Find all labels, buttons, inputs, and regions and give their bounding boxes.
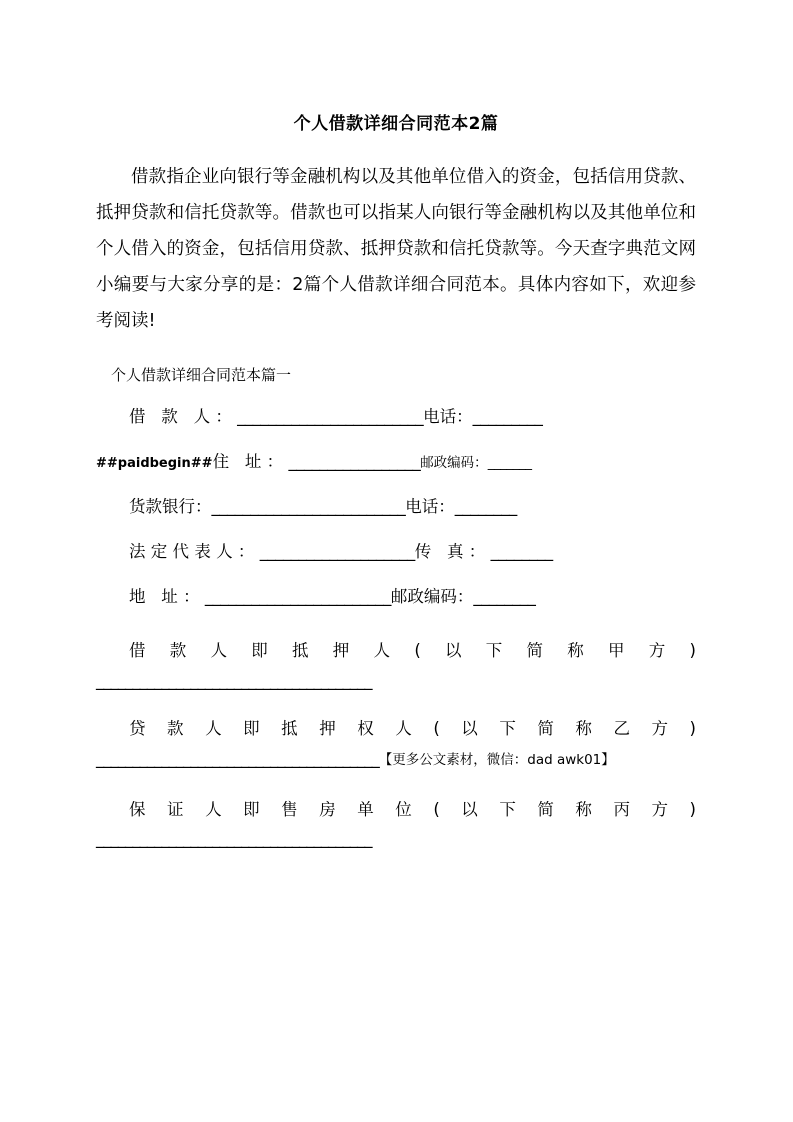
document-content	[96, 96, 696, 852]
form-field-address2	[96, 578, 696, 615]
form-field-address2-zip-label: 邮政编码：	[390, 587, 474, 607]
clause-party-b-text: 贷款人即抵押权人(以下简称乙方)	[129, 719, 696, 739]
form-field-legal-rep-label: 法定代表人：	[129, 541, 260, 561]
section-heading: 个人借款详细合同范本篇一	[111, 365, 292, 384]
form-field-bank-phone-blank: ________	[454, 496, 517, 516]
paid-begin-marker: ##paidbegin##	[96, 455, 213, 471]
form-field-legal-rep-fax-blank: ________	[490, 541, 553, 561]
form-field-legal-rep	[96, 533, 696, 570]
clause-party-a-text: 借款人即抵押人(以下简称甲方)	[129, 641, 696, 661]
clause-party-a-rule: ______________________________________	[96, 670, 372, 690]
form-field-borrower-label: 借 款 人：	[129, 406, 238, 426]
page-title: 个人借款详细合同范本2篇	[293, 114, 499, 134]
clause-party-c-rule: ______________________________________	[96, 828, 372, 848]
editor-note: 【更多公文素材，微信：dad awk01】	[378, 751, 615, 768]
form-field-borrower	[96, 398, 696, 435]
form-field-address1	[96, 443, 696, 480]
form-field-address1-zip-blank: _______	[487, 454, 532, 471]
form-field-bank	[96, 488, 696, 525]
form-field-borrower-phone-label: 电话：	[423, 406, 473, 426]
form-field-address2-blank: ________________________	[204, 587, 391, 607]
form-field-address2-label: 地 址：	[129, 587, 205, 607]
clause-party-c-text: 保证人即售房单位(以下简称丙方)	[129, 799, 696, 819]
form-field-address1-zip-label: 邮政编码：	[420, 454, 488, 471]
form-field-legal-rep-blank: ____________________	[259, 541, 415, 561]
form-field-bank-phone-label: 电话：	[405, 496, 455, 516]
form-field-address1-label: 住 址：	[212, 451, 289, 471]
form-field-legal-rep-fax-label: 传 真：	[414, 541, 491, 561]
intro-paragraph: 借款指企业向银行等金融机构以及其他单位借入的资金，包括信用贷款、抵押贷款和信托贷款等。借款也可以指某人向银行等金融机构以及其他单位和个人借入的资金，包括信用贷款、抵押贷款和信托贷款等。今天查字典范文网小编要与大家分享的是：2篇个人借款详细合同范本。具体内容如下，欢迎参考阅读!	[96, 167, 696, 331]
form-field-address1-blank: _________________	[288, 451, 421, 471]
form-field-borrower-blank: ________________________	[237, 406, 424, 426]
form-field-bank-blank: _________________________	[211, 496, 406, 516]
form-field-address2-zip-blank: ________	[473, 587, 536, 607]
form-field-bank-label: 货款银行：	[129, 496, 212, 516]
clause-party-b-rule-row	[96, 747, 696, 774]
form-field-borrower-phone-blank: _________	[472, 406, 543, 426]
clause-party-b-rule: _______________________________________	[96, 748, 379, 768]
